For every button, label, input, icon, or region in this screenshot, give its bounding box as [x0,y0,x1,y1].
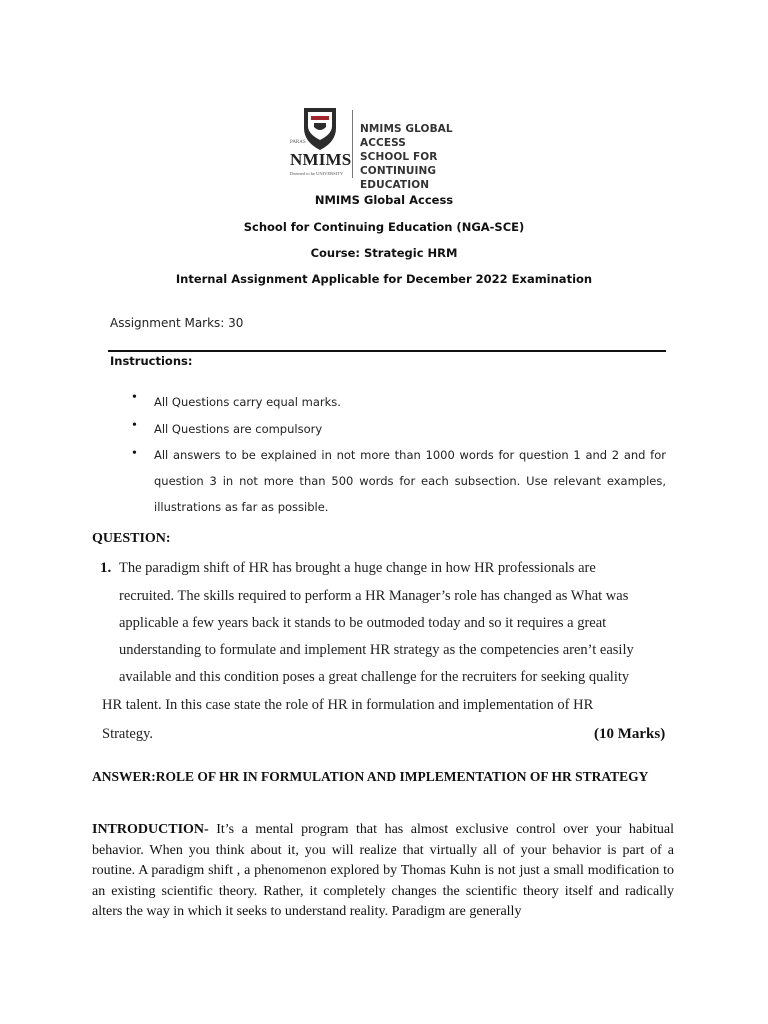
header-line-3: Course: Strategic HRM [310,246,458,260]
logo-wordmark: NMIMS [290,150,352,169]
logo-divider [352,110,353,178]
header-line-1: NMIMS Global Access [314,193,454,207]
header-line-2: School for Continuing Education (NGA-SCE) [243,220,525,234]
instruction-item: All Questions are compulsory [154,422,323,436]
question-line: recruited. The skills required to perform a HR Manager’s role has changed as What was [119,588,629,604]
nmims-logo [286,104,486,191]
question-line: applicable a few years back it stands to be outmoded today and so it requires a great [119,615,607,631]
bullet-icon: • [132,446,137,461]
institution-line-2: SCHOOL FOR [360,151,438,163]
question-marks: (10 Marks) [594,726,666,742]
section-divider [108,350,666,352]
logo-subcaption: Deemed to be UNIVERSITY [290,171,344,176]
bullet-icon: • [132,418,137,433]
question-line: HR talent. In this case state the role of HR in formulation and implementation of HR [102,697,594,713]
crest-caption: PARAS [290,140,306,145]
question-line: The paradigm shift of HR has brought a huge change in how HR professionals are [119,560,596,576]
instruction-item: All answers to be explained in not more than 1000 words for question 1 and 2 and for question 3 in not more than 500 words for each subsection. Use relevant examples, illustrations as far as possible. [154,448,666,514]
instruction-item: All Questions carry equal marks. [154,395,341,409]
introduction-label: INTRODUCTION- [92,822,209,837]
assignment-marks: Assignment Marks: 30 [110,316,244,330]
question-line: available and this condition poses a great challenge for the recruiters for seeking quality [119,669,630,685]
question-heading: QUESTION: [92,531,171,546]
question-number: 1. [100,560,112,576]
institution-line-1: NMIMS GLOBAL ACCESS [360,123,453,149]
answer-heading: ANSWER:ROLE OF HR IN FORMULATION AND IMPLEMENTATION OF HR STRATEGY [92,769,649,784]
question-line: Strategy. [102,726,154,742]
introduction-text: It’s a mental program that has almost exclusive control over your habitual behavior. When you think about it, you will realize that virtually all of your behavior is part of a routine. A paradigm shift , a phenomenon explored by Thomas Kuhn is not just a small modification to an existing scientific theory. Rather, it completely changes the scientific theory itself and radically alters the way in which it seeks to understand reality. Paradigm are generally [92,822,674,919]
institution-name [360,122,486,192]
question-line: understanding to formulate and implement HR strategy as the competencies aren’t easily [119,642,634,658]
bullet-icon: • [132,390,137,405]
institution-line-3: CONTINUING EDUCATION [360,165,437,191]
introduction-paragraph [92,820,674,923]
instructions-heading: Instructions: [110,354,193,368]
header-line-4: Internal Assignment Applicable for December 2022 Examination [175,272,593,286]
